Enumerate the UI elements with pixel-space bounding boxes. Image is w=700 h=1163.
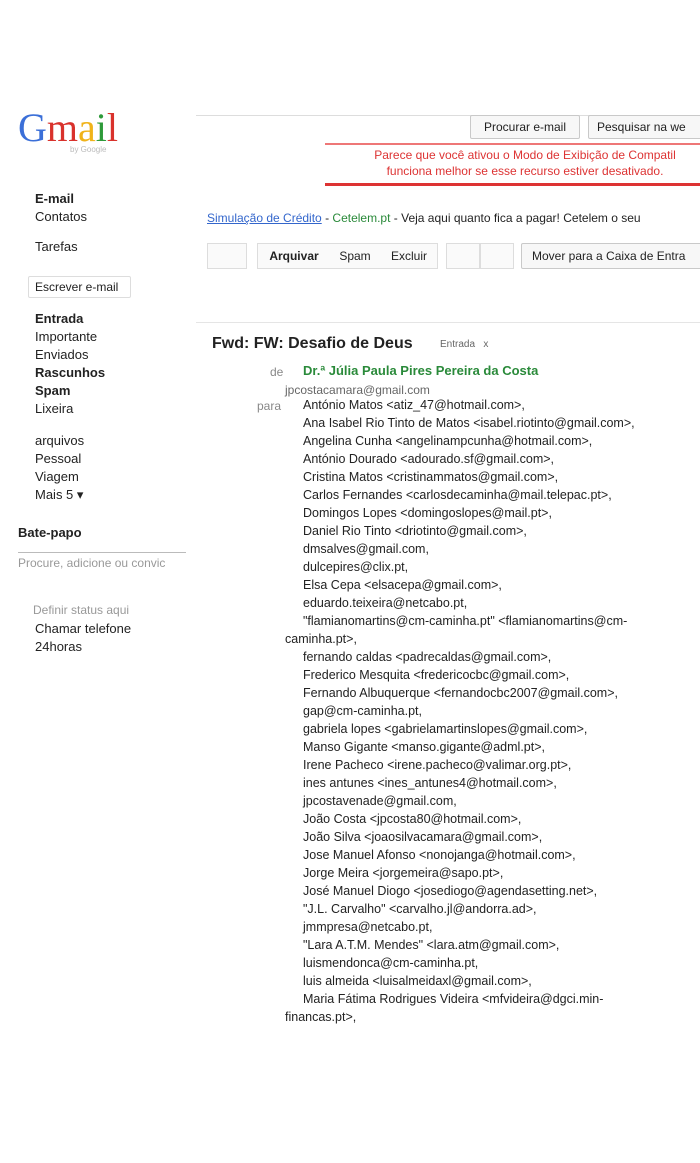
label-arquivos[interactable]: arquivos: [35, 433, 85, 448]
folder-important[interactable]: Importante: [35, 329, 98, 344]
recipient-item: Maria Fátima Rodrigues Videira <mfvideira@dgci.min-: [303, 992, 604, 1006]
logo-letter: m: [46, 105, 79, 150]
inbox-label-tag[interactable]: [440, 339, 488, 350]
recipient-item: jmmpresa@netcabo.pt,: [303, 920, 433, 934]
recipient-item: Angelina Cunha <angelinampcunha@hotmail.com>,: [303, 434, 593, 448]
recipient-item: Fernando Albuquerque <fernandocbc2007@gmail.com>,: [303, 686, 618, 700]
recipient-item: financas.pt>,: [285, 1010, 357, 1024]
recipient-item: João Costa <jpcosta80@hotmail.com>,: [303, 812, 522, 826]
recipient-item: Daniel Rio Tinto <driotinto@gmail.com>,: [303, 524, 527, 538]
compatibility-warning: [325, 147, 700, 186]
call-phone-link[interactable]: Chamar telefone: [35, 621, 132, 636]
ad-link[interactable]: Simulação de Crédito: [207, 211, 322, 225]
recipient-item: luis almeida <luisalmeidaxl@gmail.com>,: [303, 974, 532, 988]
label-button[interactable]: [446, 243, 480, 269]
search-web-button[interactable]: Pesquisar na we: [588, 115, 700, 139]
recipient-item: Elsa Cepa <elsacepa@gmail.com>,: [303, 578, 502, 592]
recipient-item: João Silva <joaosilvacamara@gmail.com>,: [303, 830, 543, 844]
toolbar-divider: [196, 322, 700, 323]
logo-letter: i: [95, 105, 107, 150]
set-status-link[interactable]: Definir status aqui: [33, 603, 130, 617]
to-label: para: [257, 399, 282, 413]
recipient-item: caminha.pt>,: [285, 632, 357, 646]
chat-contact-24horas[interactable]: 24horas: [35, 639, 82, 654]
recipient-item: eduardo.teixeira@netcabo.pt,: [303, 596, 468, 610]
nav-contacts[interactable]: Contatos: [35, 209, 88, 224]
recipient-item: fernando caldas <padrecaldas@gmail.com>,: [303, 650, 552, 664]
from-label: de: [270, 365, 284, 379]
recipient-item: António Dourado <adourado.sf@gmail.com>,: [303, 452, 555, 466]
ad-domain[interactable]: Cetelem.pt: [332, 211, 391, 225]
logo-letter: a: [78, 105, 96, 150]
more-actions-button[interactable]: [480, 243, 514, 269]
chat-search-input[interactable]: Procure, adicione ou convic: [18, 552, 186, 572]
more-labels-link[interactable]: Mais 5 ▾: [35, 487, 84, 502]
warning-line-2: funciona melhor se esse recurso estiver desativado.: [386, 164, 664, 178]
recipient-item: gap@cm-caminha.pt,: [303, 704, 422, 718]
recipient-item: Ana Isabel Rio Tinto de Matos <isabel.riotinto@gmail.com>,: [303, 416, 635, 430]
recipient-item: Jorge Meira <jorgemeira@sapo.pt>,: [303, 866, 504, 880]
recipient-item: "J.L. Carvalho" <carvalho.jl@andorra.ad>,: [303, 902, 537, 916]
chat-title: Bate-papo: [18, 525, 82, 540]
recipient-item: gabriela lopes <gabrielamartinslopes@gmail.com>,: [303, 722, 588, 736]
folder-drafts[interactable]: Rascunhos: [35, 365, 106, 380]
message-subject: Fwd: FW: Desafio de Deus: [212, 335, 413, 352]
recipient-item: Manso Gigante <manso.gigante@adml.pt>,: [303, 740, 545, 754]
logo-subtitle: by Google: [70, 145, 107, 154]
recipient-item: Cristina Matos <cristinammatos@gmail.com>,: [303, 470, 559, 484]
compose-button[interactable]: Escrever e-mail: [28, 276, 131, 298]
folder-sent[interactable]: Enviados: [35, 347, 89, 362]
nav-tasks[interactable]: Tarefas: [35, 239, 78, 254]
recipient-item: ines antunes <ines_antunes4@hotmail.com>,: [303, 776, 557, 790]
ad-banner: [207, 211, 641, 225]
ad-separator: -: [321, 211, 333, 225]
warning-border: [325, 143, 700, 145]
recipient-item: dmsalves@gmail.com,: [303, 542, 429, 556]
recipient-item: José Manuel Diogo <josediogo@agendasetting.net>,: [303, 884, 598, 898]
nav-email[interactable]: E-mail: [35, 191, 75, 206]
recipient-item: dulcepires@clix.pt,: [303, 560, 409, 574]
delete-button[interactable]: Excluir: [390, 249, 427, 263]
recipient-item: Frederico Mesquita <fredericocbc@gmail.com>,: [303, 668, 570, 682]
sender-name[interactable]: Dr.ª Júlia Paula Pires Pereira da Costa: [303, 363, 539, 378]
recipient-item: Domingos Lopes <domingoslopes@mail.pt>,: [303, 506, 552, 520]
recipient-item: jpcostavenade@gmail.com,: [303, 794, 457, 808]
logo-letter: l: [106, 105, 119, 150]
logo-letter: G: [18, 105, 47, 150]
recipient-item: "Lara A.T.M. Mendes" <lara.atm@gmail.com>,: [303, 938, 560, 952]
recipient-item: Carlos Fernandes <carlosdecaminha@mail.telepac.pt>,: [303, 488, 612, 502]
folder-inbox[interactable]: Entrada: [35, 311, 84, 326]
search-mail-button[interactable]: Procurar e-mail: [470, 115, 580, 139]
warning-line-1: Parece que você ativou o Modo de Exibição de Compatil: [374, 148, 676, 162]
recipient-item: luismendonca@cm-caminha.pt,: [303, 956, 479, 970]
spam-button[interactable]: Spam: [339, 249, 371, 263]
remove-label-icon[interactable]: x: [483, 339, 489, 350]
recipient-item: António Matos <atiz_47@hotmail.com>,: [303, 398, 525, 412]
label-viagem[interactable]: Viagem: [35, 469, 79, 484]
label-pessoal[interactable]: Pessoal: [35, 451, 82, 466]
archive-button[interactable]: Arquivar: [269, 249, 319, 263]
sender-email: jpcostacamara@gmail.com: [285, 383, 430, 397]
recipient-item: "flamianomartins@cm-caminha.pt" <flamianomartins@cm-: [303, 614, 628, 628]
move-to-inbox-button[interactable]: Mover para a Caixa de Entra: [521, 243, 700, 269]
ad-text: - Veja aqui quanto fica a pagar! Cetelem o seu: [390, 211, 641, 225]
gmail-logo[interactable]: [18, 104, 118, 151]
recipient-item: Irene Pacheco <irene.pacheco@valimar.org.pt>,: [303, 758, 572, 772]
select-checkbox-button[interactable]: [207, 243, 247, 269]
folder-spam[interactable]: Spam: [35, 383, 71, 398]
label-name: Entrada: [440, 339, 476, 350]
folder-trash[interactable]: Lixeira: [35, 401, 74, 416]
recipient-item: Jose Manuel Afonso <nonojanga@hotmail.com>,: [303, 848, 576, 862]
